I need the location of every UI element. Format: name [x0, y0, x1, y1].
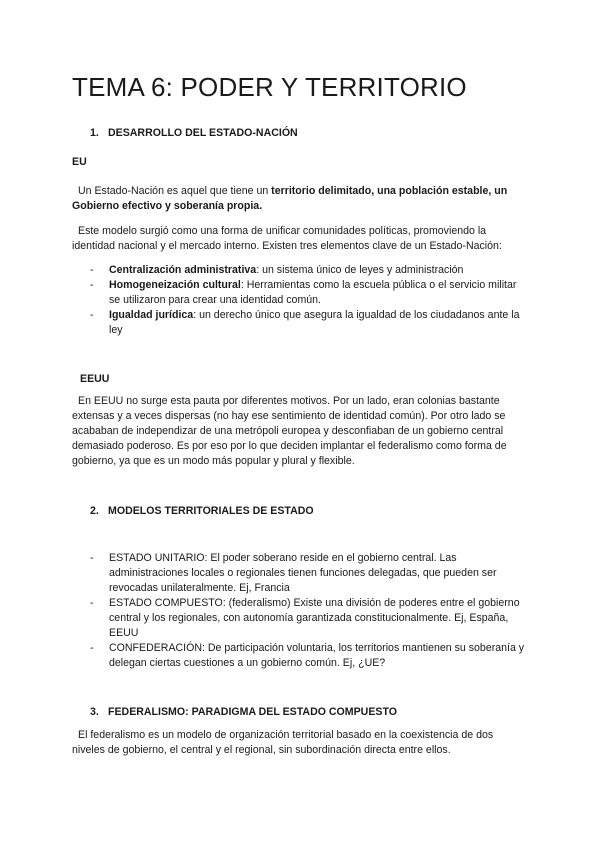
- section-2-heading: [90, 504, 314, 519]
- eu-intro-bold: territorio delimitado, una población estable, un Gobierno efectivo y soberanía propia.: [72, 185, 508, 212]
- list-item: - Igualdad jurídica: un derecho único que asegura la igualdad de los ciudadanos ante la ley: [90, 309, 520, 336]
- eu-elements-list: [90, 263, 528, 338]
- section-3-heading: [90, 705, 397, 720]
- section-1-number: 1.: [90, 127, 99, 139]
- list-item: - CONFEDERACIÓN: De participación voluntaria, los territorios mantienen su soberanía y delegan ciertas cuestiones a un gobierno común. Ej, ¿UE?: [90, 642, 525, 669]
- federalism-paragraph: El federalismo es un modelo de organización territorial basado en la coexistencia de dos niveles de gobierno, el central y el regional, sin subordinación directa entre ellos.: [72, 729, 494, 756]
- section-2-number: 2.: [90, 505, 99, 517]
- list-item: - Homogeneización cultural: Herramientas como la escuela pública o el servicio militar se utilizaron para crear una identidad común.: [90, 279, 517, 306]
- section-1-heading: [90, 126, 298, 141]
- section-1-title: DESARROLLO DEL ESTADO-NACIÓN: [108, 127, 298, 139]
- eeuu-paragraph: En EEUU no surge esta pauta por diferentes motivos. Por un lado, eran colonias bastante extensas y a veces dispersas (no hay ese sentimiento de identidad común). Por otro lado se acababan de independizar de una metrópoli europea y desconfiaban de un gobierno central demasiado poderoso. Es por eso por lo que deciden implantar el federalismo como forma de gobierno, ya que es un modo más popular y plural y flexible.: [72, 395, 507, 467]
- eu-intro-paragraph: [72, 184, 524, 214]
- eeuu-subheading: EEUU: [80, 373, 110, 385]
- list-item: - ESTADO COMPUESTO: (federalismo) Existe una división de poderes entre el gobierno central y los regionales, con autonomía garantizada constitucionalmente. Ej, España, EEUU: [90, 597, 520, 639]
- document-title: TEMA 6: PODER Y TERRITORIO: [72, 72, 467, 102]
- list-item: - Centralización administrativa: un sistema único de leyes y administración: [90, 264, 464, 276]
- section-3-number: 3.: [90, 706, 99, 718]
- eu-subheading: EU: [72, 156, 87, 168]
- section-2-title: MODELOS TERRITORIALES DE ESTADO: [108, 505, 314, 517]
- territorial-models-list: [90, 551, 530, 671]
- eu-model-paragraph: Este modelo surgió como una forma de unificar comunidades políticas, promoviendo la identidad nacional y el mercado interno. Existen tres elementos clave de un Estado-Nación:: [72, 225, 502, 252]
- eu-intro-plain: Un Estado-Nación es aquel que tiene un: [78, 185, 272, 197]
- section-3-title: FEDERALISMO: PARADIGMA DEL ESTADO COMPUESTO: [108, 706, 397, 718]
- list-item: - ESTADO UNITARIO: El poder soberano reside en el gobierno central. Las administraciones locales o regionales tienen funciones delegadas, que pueden ser revocadas unilateralmente. Ej, Francia: [90, 552, 497, 594]
